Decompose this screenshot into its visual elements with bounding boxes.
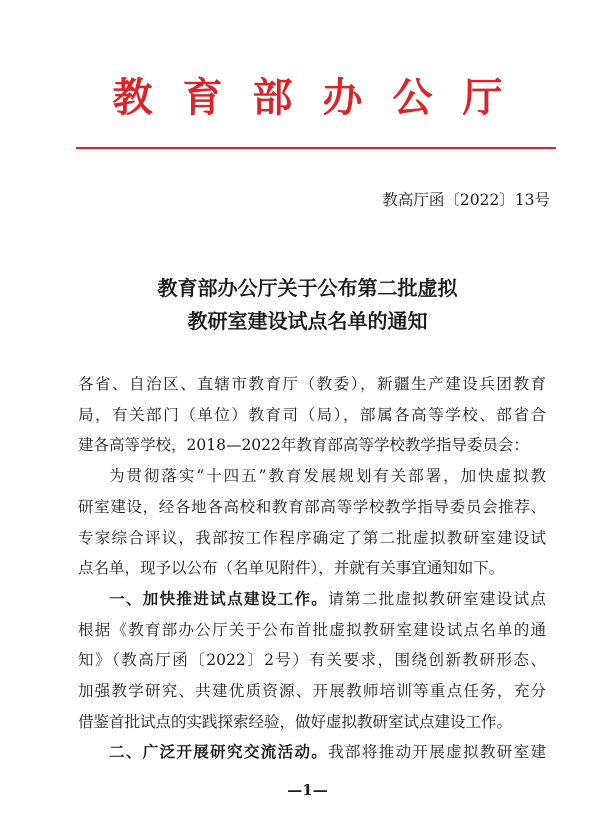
section-2-first-line (78, 737, 546, 768)
addressee-line-1: 各省、自治区、直辖市教育厅（教委），新疆生产建设兵团教育 (78, 375, 546, 393)
title-line-1: 教育部办公厅关于公布第二批虚拟 (157, 276, 458, 300)
page-number: —1— (287, 781, 328, 799)
intro-line-3: 专家综合评议，我部按工作程序确定了第二批虚拟教研室建设试 (78, 528, 546, 547)
section-1-line-4: 加强教学研究、共建优质资源、开展教师培训等重点任务，充分 (78, 682, 546, 701)
intro-line-2: 研室建设，经各地各高校和教育部高等学校教学指导委员会推荐、 (78, 497, 546, 516)
addressee-paragraph (78, 369, 546, 461)
intro-paragraph (78, 461, 546, 584)
section-1-heading: 一、加快推进试点建设工作。 (109, 589, 329, 608)
section-2-paragraph (78, 737, 546, 768)
masthead: 教育部办公厅 (112, 74, 533, 121)
section-1-first-line-text: 请第二批虚拟教研室建设试点 (328, 589, 546, 608)
section-2-first-line-text: 我部将推动开展虚拟教研室建 (328, 743, 546, 762)
addressee-line-2: 局，有关部门（单位）教育司（局），部属各高等学校、部省合 (78, 405, 546, 424)
intro-line-4: 点名单，现予以公布（名单见附件），并就有关事宜通知如下。 (78, 559, 505, 578)
document-number: 教高厅函〔2022〕13号 (382, 191, 550, 209)
section-1-first-line (78, 584, 546, 615)
section-1-paragraph (78, 584, 546, 738)
section-2-heading: 二、广泛开展研究交流活动。 (109, 743, 329, 762)
intro-line-1: 为贯彻落实“十四五”教育发展规划有关部署，加快虚拟教 (109, 467, 546, 486)
document-body (78, 369, 546, 768)
section-1-line-2: 根据《教育部办公厅关于公布首批虚拟教研室建设试点名单的通 (78, 620, 546, 639)
red-divider (76, 147, 556, 149)
title-line-2: 教研室建设试点名单的通知 (187, 309, 428, 333)
document-title (0, 272, 615, 338)
section-1-line-3: 知》（教高厅函〔2022〕2号）有关要求，围绕创新教研形态、 (78, 651, 546, 670)
section-1-line-5: 借鉴首批试点的实践探索经验，做好虚拟教研室试点建设工作。 (78, 712, 513, 731)
addressee-line-3: 建各高等学校，2018—2022年教育部高等学校教学指导委员会： (78, 436, 529, 455)
